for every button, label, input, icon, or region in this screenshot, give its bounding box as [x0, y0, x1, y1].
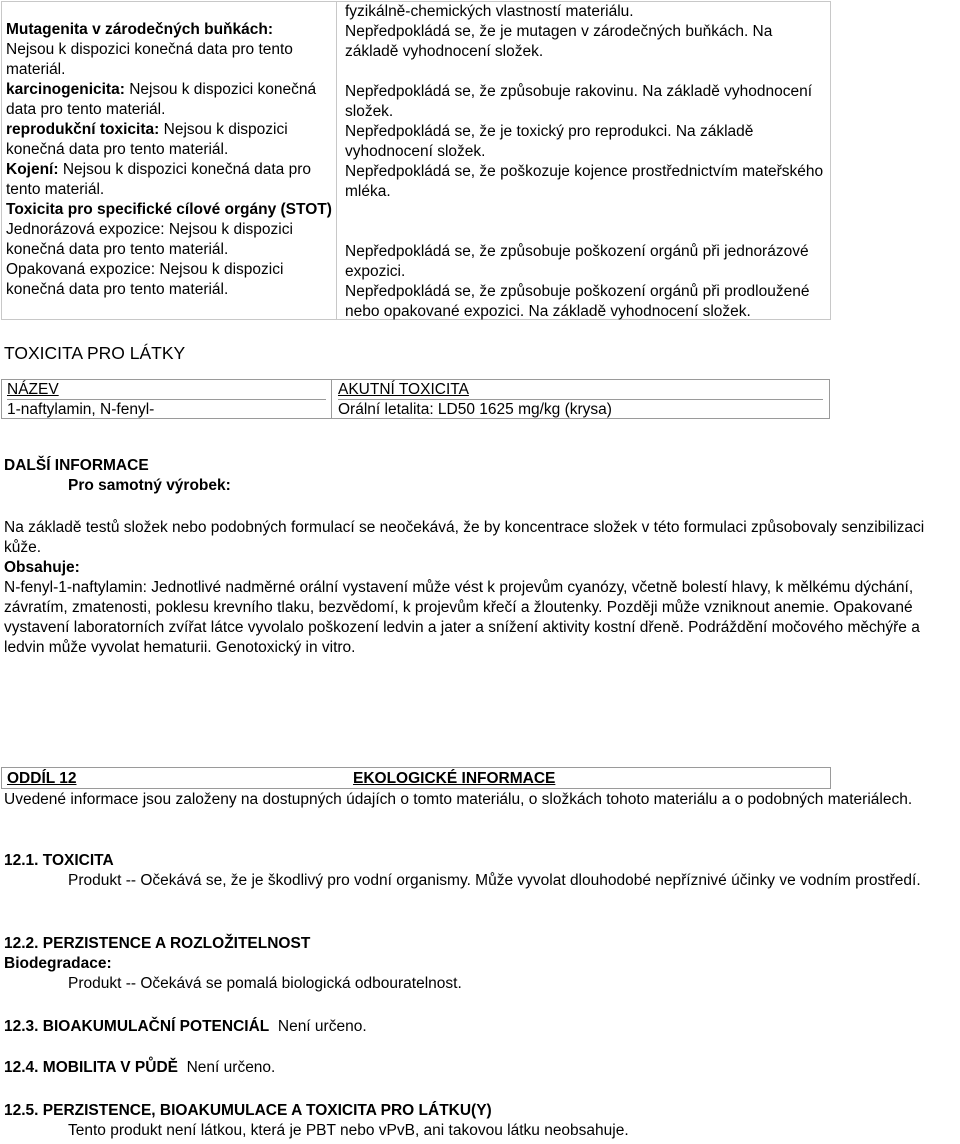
section-12-header: [1, 767, 831, 789]
reproductive-toxicity-assessment: Nepředpokládá se, že je toxický pro reprodukci. Na základě vyhodnocení složek.: [345, 123, 754, 160]
name-header: NÁZEV: [7, 380, 326, 400]
reproductive-toxicity-row: [6, 120, 333, 160]
mobility-value: Není určeno.: [186, 1059, 276, 1076]
single-exposure-assessment: Nepředpokládá se, že způsobuje poškození orgánů při jednorázové expozici.: [345, 243, 809, 280]
section-title: EKOLOGICKÉ INFORMACE: [353, 770, 556, 787]
toxicology-endpoints-column: [2, 2, 337, 319]
carcinogenicity-data: Nejsou k dispozici konečná data pro tento materiál.: [6, 81, 317, 118]
mutagenicity-label: Mutagenita v zárodečných buňkách:: [6, 21, 273, 38]
substance-name: 1-naftylamin, N-fenyl-: [7, 401, 155, 418]
substance-toxicity-table: [1, 379, 830, 419]
acute-toxicity-value: Orální letalita: LD50 1625 mg/kg (krysa): [338, 401, 612, 418]
toxicity-text: Produkt -- Očekává se, že je škodlivý pro vodní organismy. Může vyvolat dlouhodobé nepříznivé účinky ve vodním prostředí.: [68, 872, 921, 889]
pbt-text: Tento produkt není látkou, která je PBT nebo vPvB, ani takovou látku neobsahuje.: [68, 1122, 629, 1139]
reproductive-toxicity-data: Nejsou k dispozici konečná data pro tento materiál.: [6, 121, 288, 158]
mobility-heading: 12.4. MOBILITA V PŮDĚ: [4, 1059, 178, 1076]
bioaccumulation-heading: 12.3. BIOAKUMULAČNÍ POTENCIÁL: [4, 1018, 270, 1035]
section-number: ODDÍL 12: [7, 770, 77, 787]
bioaccumulation-value: Není určeno.: [277, 1018, 367, 1035]
subsection-12-5: [4, 1101, 954, 1141]
section-12-intro: Uvedené informace jsou založeny na dostupných údajích o tomto materiálu, o složkách tohoto materiálu a o podobných materiálech.: [4, 791, 913, 808]
lactation-row: [6, 160, 333, 200]
contains-text: N-fenyl-1-naftylamin: Jednotlivé nadměrné orální vystavení může vést k projevům cyanózy, včetně bolestí hlavy, k mělkému dýchání, závratím, zmatenosti, poklesu krevního tlaku, bezvědomí, k projevům křečí a žloutenky. Později může vzniknout anemie. Opakované vystavení laboratorních zvířat látce vyvolalo poškození ledvin a jater a snížení aktivity kostní dřeně. Podráždění močového měchýře a ledvin může vyvolat hematurii. Genotoxický in vitro.: [4, 579, 920, 656]
biodegradation-text: Produkt -- Očekává se pomalá biologická odbouratelnost.: [68, 975, 462, 992]
further-info-body: [4, 518, 954, 658]
further-info-block: [4, 456, 954, 496]
mutagenicity-assessment: Nepředpokládá se, že je mutagen v zárodečných buňkách. Na základě vyhodnocení složek.: [345, 23, 773, 60]
carcinogenicity-assessment: Nepředpokládá se, že způsobuje rakovinu. Na základě vyhodnocení složek.: [345, 83, 813, 120]
carcinogenicity-label: karcinogenicita:: [6, 81, 125, 98]
acute-toxicity-column: [332, 380, 829, 418]
spacer: [345, 62, 826, 82]
physchem-assessment: fyzikálně-chemických vlastností materiálu.: [345, 3, 634, 20]
toxicity-heading: 12.1. TOXICITA: [4, 852, 114, 869]
pbt-heading: 12.5. PERZISTENCE, BIOAKUMULACE A TOXICITA PRO LÁTKU(Y): [4, 1102, 492, 1119]
subsection-12-1: [4, 851, 954, 891]
reproductive-toxicity-label: reprodukční toxicita:: [6, 121, 160, 138]
subsection-12-2: [4, 934, 954, 994]
repeated-exposure-data: Opakovaná expozice: Nejsou k dispozici konečná data pro tento materiál.: [6, 261, 284, 298]
carcinogenicity-row: [6, 80, 333, 120]
persistence-heading: 12.2. PERZISTENCE A ROZLOŽITELNOST: [4, 935, 311, 952]
subsection-12-4: [4, 1058, 954, 1078]
sensitization-text: Na základě testů složek nebo podobných formulací se neočekává, že by koncentrace složek v této formulaci způsobovaly senzibilizaci kůže.: [4, 519, 925, 556]
further-info-heading: DALŠÍ INFORMACE: [4, 457, 149, 474]
name-column: [2, 380, 332, 418]
lactation-data: Nejsou k dispozici konečná data pro tento materiál.: [6, 161, 311, 198]
subsection-12-3: [4, 1017, 954, 1037]
toxicology-table: [1, 1, 831, 320]
spacer: [345, 202, 826, 242]
acute-toxicity-header: AKUTNÍ TOXICITA: [338, 380, 823, 400]
repeated-exposure-assessment: Nepředpokládá se, že způsobuje poškození orgánů při prodloužené nebo opakované expozici. Na základě vyhodnocení složek.: [345, 283, 810, 320]
lactation-assessment: Nepředpokládá se, že poškozuje kojence prostřednictvím mateřského mléka.: [345, 163, 824, 200]
biodegradation-label: Biodegradace:: [4, 955, 112, 972]
single-exposure-data: Jednorázová expozice: Nejsou k dispozici konečná data pro tento materiál.: [6, 221, 293, 258]
mutagenicity-row: [6, 20, 333, 80]
product-itself-subheading: Pro samotný výrobek:: [68, 477, 231, 494]
substance-toxicity-heading: TOXICITA PRO LÁTKY: [4, 343, 186, 363]
lactation-label: Kojení:: [6, 161, 59, 178]
mutagenicity-data: Nejsou k dispozici konečná data pro tento materiál.: [6, 41, 293, 78]
contains-label: Obsahuje:: [4, 559, 80, 576]
stot-label: Toxicita pro specifické cílové orgány (STOT): [6, 201, 332, 218]
toxicology-assessment-column: [338, 2, 830, 319]
